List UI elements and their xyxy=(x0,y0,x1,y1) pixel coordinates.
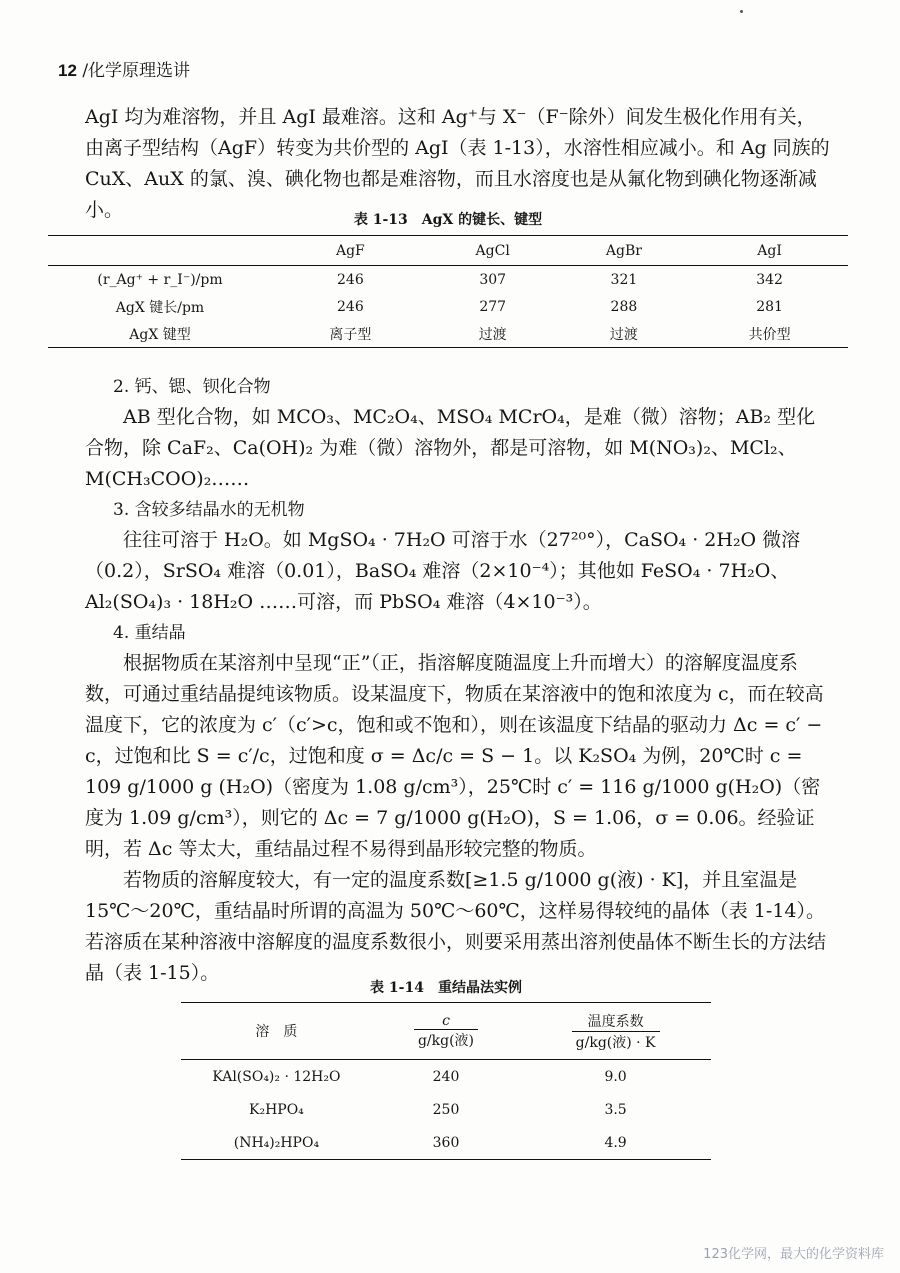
table-cell: 250 xyxy=(432,1101,460,1118)
table-cell: 277 xyxy=(479,298,507,315)
table-cell: 321 xyxy=(610,271,638,288)
section-paragraph: 往往可溶于 H₂O。如 MgSO₄ · 7H₂O 可溶于水（27²⁰°），CaSO₄ · 2H₂O 微溶（0.2），SrSO₄ 难溶（0.01），BaSO₄ 难溶（2×10⁻⁴）；其他如 FeSO₄ · 7H₂O、Al₂(SO₄)₃ · 18H₂O ……可溶，而 PbSO₄ 难溶（4×10⁻³）。 xyxy=(85,529,801,613)
table-cell: 离子型 xyxy=(329,326,372,343)
table-header-cell: AgBr xyxy=(557,236,692,266)
running-header xyxy=(58,56,190,81)
fraction-numerator: c xyxy=(414,1013,478,1030)
row-label: (r_Ag⁺ + r_I⁻)/pm xyxy=(97,271,223,288)
table-header-row xyxy=(181,1003,711,1060)
table-1-14 xyxy=(181,1002,711,1160)
solute-cell: (NH₄)₂HPO₄ xyxy=(233,1134,320,1151)
table-cell: 360 xyxy=(432,1134,460,1151)
table-row xyxy=(48,293,848,320)
solute-column-header: 溶 质 xyxy=(181,1003,372,1060)
page-number: 12 xyxy=(58,61,77,80)
table-cell: 过渡 xyxy=(609,326,638,343)
section-paragraph: 根据物质在某溶剂中呈现“正”（正，指溶解度随温度上升而增大）的溶解度温度系数，可通过重结晶提纯该物质。设某温度下，物质在某溶液中的饱和浓度为 c，而在较高温度下，它的浓度为 c′（c′>c，饱和或不饱和），则在该温度下结晶的驱动力 Δc = c′ − c，过饱和比 S = c′/c，过饱和度 σ = Δc/c = S − 1。以 K₂SO₄ 为例，20℃时 c = 109 g/1000 g (H₂O)（密度为 1.08 g/cm³），25℃时 c′ = 116 g/1000 g(H₂O)（密度为 1.09 g/cm³），则它的 Δc = 7 g/1000 g(H₂O)，S = 1.06，σ = 0.06。经验证明，若 Δc 等太大，重结晶过程不易得到晶形较完整的物质。 xyxy=(85,652,824,860)
book-title: /化学原理选讲 xyxy=(82,61,191,81)
section-heading: 2. 钙、锶、钡化合物 xyxy=(113,377,271,397)
table-header-cell: AgCl xyxy=(429,236,557,266)
table-cell: 过渡 xyxy=(478,326,507,343)
intro-paragraph: AgI 均为难溶物，并且 AgI 最难溶。这和 Ag⁺与 X⁻（F⁻除外）间发生极化作用有关，由离子型结构（AgF）转变为共价型的 AgI（表 1-13），水溶性相应减小。和 Ag 同族的 CuX、AuX 的氯、溴、碘化物也都是难溶物，而且水溶度也是从氟化物到碘化物逐渐减小。 xyxy=(85,106,830,221)
section-heading: 4. 重结晶 xyxy=(113,623,186,643)
table-cell: 246 xyxy=(337,298,364,315)
row-label: AgX 键长/pm xyxy=(115,299,205,316)
solute-cell: KAl(SO₄)₂ · 12H₂O xyxy=(212,1068,341,1085)
watermark-footer: 123化学网，最大的化学资料库 xyxy=(703,1247,884,1262)
section-paragraph: 若物质的溶解度较大，有一定的温度系数[≥1.5 g/1000 g(液) · K]，并且室温是 15℃～20℃，重结晶时所谓的高温为 50℃～60℃，这样易得较纯的晶体（表 1-14）。若溶质在某种溶液中溶解度的温度系数很小，则要采用蒸出溶剂使晶体不断生长的方法结晶（表 1-15）。 xyxy=(85,869,827,984)
sections-block xyxy=(85,372,833,989)
table-header-row xyxy=(48,236,848,266)
table-1-13 xyxy=(48,235,848,348)
table-header-cell xyxy=(48,236,272,266)
table-cell: 246 xyxy=(337,271,364,288)
table-cell: 240 xyxy=(432,1068,460,1085)
table-cell: 288 xyxy=(610,298,638,315)
concentration-column-header xyxy=(372,1003,520,1060)
fraction-numerator: 温度系数 xyxy=(572,1011,660,1032)
table-cell: 9.0 xyxy=(604,1068,627,1085)
solute-cell: K₂HPO₄ xyxy=(249,1101,304,1118)
table-header-cell: AgF xyxy=(272,236,429,266)
section-paragraph: AB 型化合物，如 MCO₃、MC₂O₄、MSO₄ MCrO₄，是难（微）溶物；AB₂ 型化合物，除 CaF₂、Ca(OH)₂ 为难（微）溶物外，都是可溶物，如 M(NO₃)₂、MCl₂、M(CH₃COO)₂…… xyxy=(85,406,816,490)
section-heading: 3. 含较多结晶水的无机物 xyxy=(113,500,305,520)
table-cell: 共价型 xyxy=(748,326,791,343)
fraction-denominator: g/kg(液) · K xyxy=(575,1034,656,1051)
table-row xyxy=(181,1126,711,1160)
intro-block xyxy=(85,102,833,226)
table-row xyxy=(181,1060,711,1094)
table-cell: 281 xyxy=(756,298,783,315)
scan-speck xyxy=(740,10,743,13)
row-label: AgX 键型 xyxy=(129,326,191,343)
table-cell: 342 xyxy=(756,271,783,288)
table-row xyxy=(48,266,848,294)
temperature-coefficient-column-header xyxy=(520,1003,711,1060)
table-row xyxy=(48,320,848,348)
table-header-cell: AgI xyxy=(691,236,848,266)
table-cell: 307 xyxy=(479,271,507,288)
table-cell: 3.5 xyxy=(604,1101,627,1118)
table-1-14-caption: 表 1-14 重结晶法实例 xyxy=(370,980,522,996)
table-1-13-caption: 表 1-13 AgX 的键长、键型 xyxy=(353,212,543,228)
fraction-denominator: g/kg(液) xyxy=(417,1032,475,1049)
table-row xyxy=(181,1093,711,1126)
temperature-coefficient-fraction xyxy=(572,1011,660,1052)
table-cell: 4.9 xyxy=(604,1134,627,1151)
concentration-fraction xyxy=(414,1013,478,1050)
